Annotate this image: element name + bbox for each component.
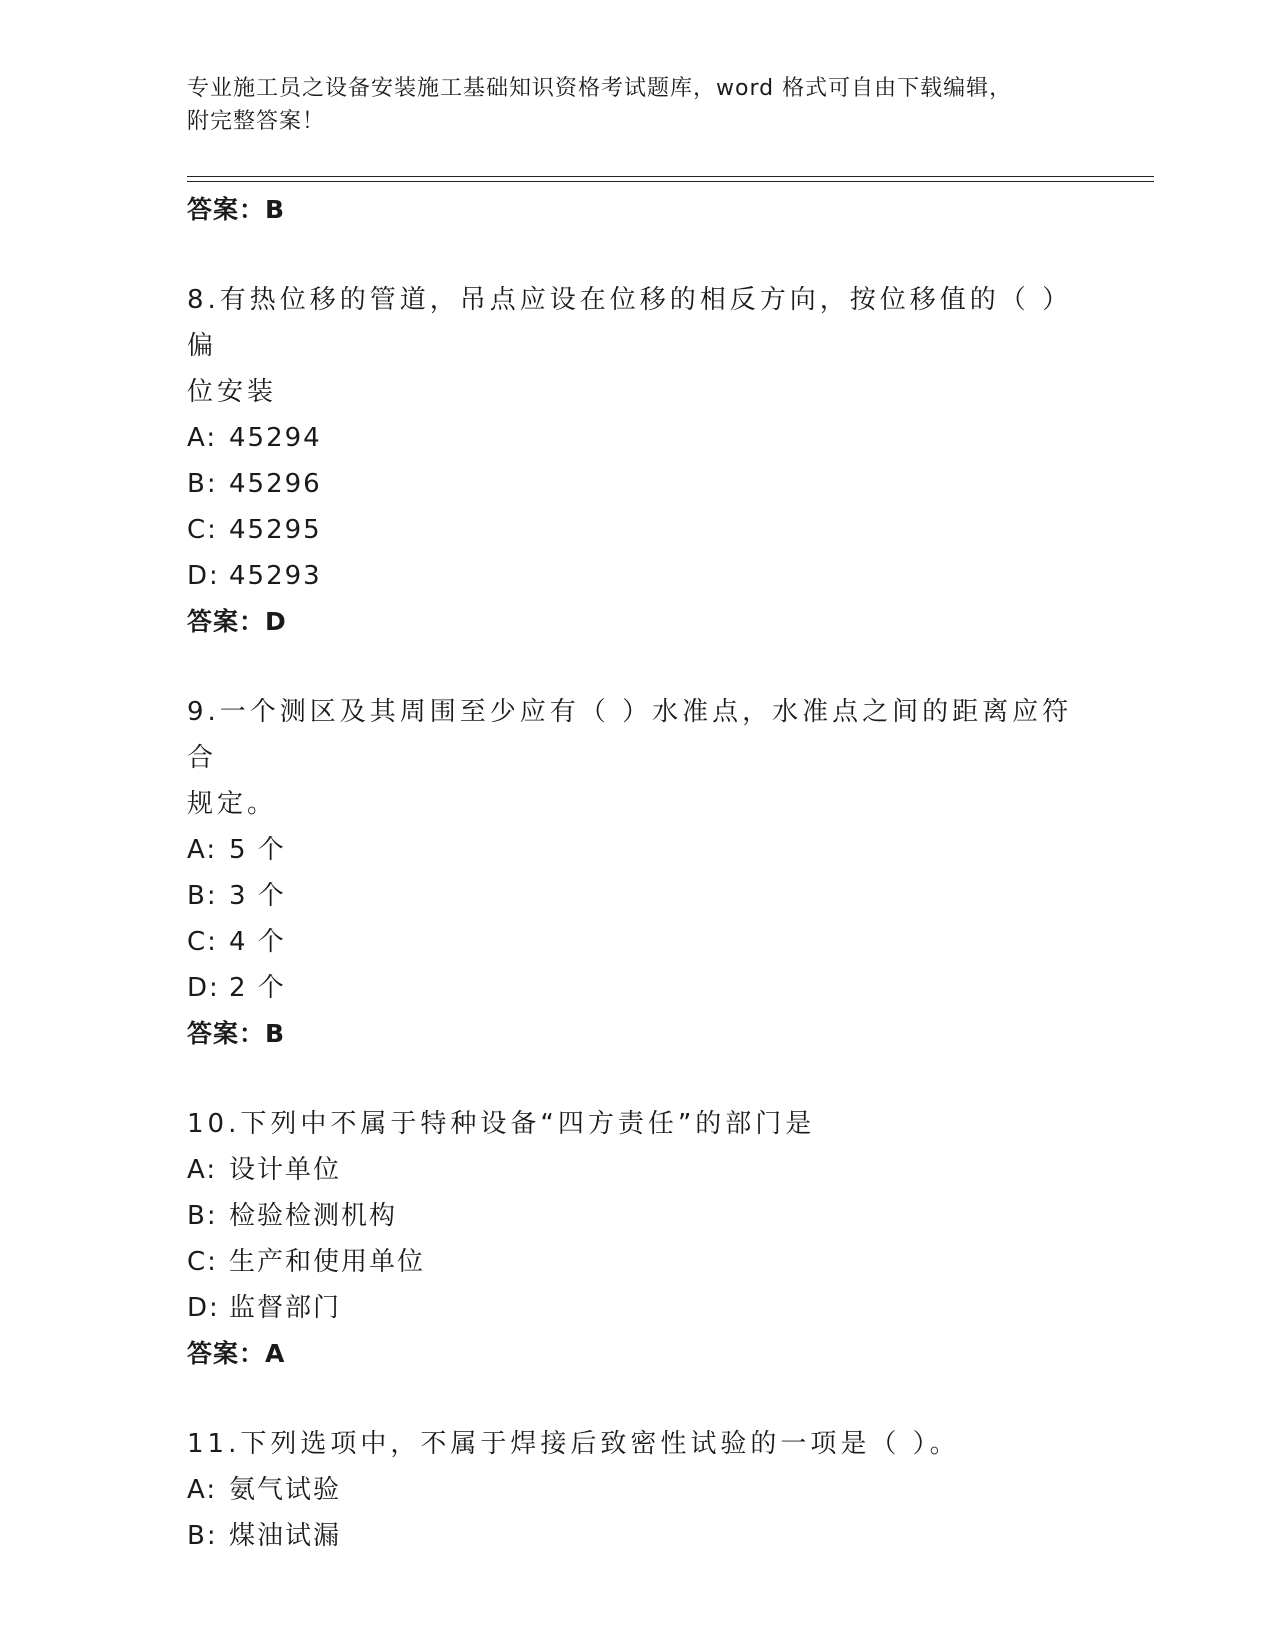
option-b: [187, 873, 1087, 919]
question-stem: 11.下列选项中，不属于焊接后致密性试验的一项是（ ）。: [187, 1429, 960, 1459]
option-text: 45296: [229, 469, 322, 499]
question-block-9: [187, 689, 1087, 1057]
question-block-8: [187, 277, 1087, 645]
question-stem: 9.一个测区及其周围至少应有（ ）水准点，水准点之间的距离应符合: [187, 697, 1073, 773]
option-c: [187, 1239, 1087, 1285]
option-letter: C:: [187, 1247, 218, 1277]
header-line-2: 附完整答案！: [187, 109, 326, 134]
answer-line: 答案：A: [187, 1339, 286, 1368]
answer-line: 答案：B: [187, 1019, 286, 1048]
option-text: 2 个: [229, 973, 286, 1003]
spacer: [187, 645, 1087, 689]
option-letter: B:: [187, 1201, 218, 1231]
option-text: 3 个: [229, 881, 286, 911]
option-text: 45294: [229, 423, 322, 453]
option-text: 生产和使用单位: [229, 1247, 426, 1277]
option-text: 监督部门: [229, 1293, 342, 1323]
option-letter: A:: [187, 835, 218, 865]
option-c: [187, 919, 1087, 965]
option-c: [187, 507, 1087, 553]
option-letter: B:: [187, 469, 218, 499]
option-a: [187, 827, 1087, 873]
option-d: [187, 553, 1087, 599]
option-a: [187, 1467, 1087, 1513]
answer-line: 答案：D: [187, 607, 287, 636]
option-letter: D:: [187, 973, 220, 1003]
option-letter: D:: [187, 561, 220, 591]
question-block-11: [187, 1421, 1087, 1559]
option-text: 45293: [229, 561, 322, 591]
answer-line: 答案：B: [187, 195, 286, 224]
question-stem: 8.有热位移的管道，吊点应设在位移的相反方向，按位移值的（ ）偏: [187, 285, 1073, 361]
option-b: [187, 461, 1087, 507]
option-text: 煤油试漏: [229, 1521, 342, 1551]
header-rule-bottom: [187, 181, 1154, 182]
spacer: [187, 1377, 1087, 1421]
option-d: [187, 1285, 1087, 1331]
question-block-10: [187, 1101, 1087, 1377]
option-a: [187, 1147, 1087, 1193]
option-letter: C:: [187, 927, 218, 957]
document-header: [187, 72, 1087, 138]
option-letter: A:: [187, 1155, 218, 1185]
option-letter: B:: [187, 1521, 218, 1551]
option-b: [187, 1513, 1087, 1559]
question-stem-continued: 位安装: [187, 377, 278, 407]
option-letter: B:: [187, 881, 218, 911]
option-text: 45295: [229, 515, 322, 545]
option-letter: D:: [187, 1293, 220, 1323]
header-rule-top: [187, 176, 1154, 177]
option-text: 检验检测机构: [229, 1201, 398, 1231]
question-list: [187, 187, 1087, 1559]
option-text: 设计单位: [229, 1155, 342, 1185]
option-letter: A:: [187, 1475, 218, 1505]
option-a: [187, 415, 1087, 461]
option-text: 4 个: [229, 927, 286, 957]
option-letter: A:: [187, 423, 218, 453]
option-d: [187, 965, 1087, 1011]
option-b: [187, 1193, 1087, 1239]
spacer: [187, 233, 1087, 277]
option-letter: C:: [187, 515, 218, 545]
question-stem: 10.下列中不属于特种设备“四方责任”的部门是: [187, 1109, 816, 1139]
spacer: [187, 1057, 1087, 1101]
option-text: 氨气试验: [229, 1475, 342, 1505]
question-stem-continued: 规定。: [187, 789, 278, 819]
header-line-1: 专业施工员之设备安装施工基础知识资格考试题库，word 格式可自由下载编辑，: [187, 76, 1013, 101]
option-text: 5 个: [229, 835, 286, 865]
